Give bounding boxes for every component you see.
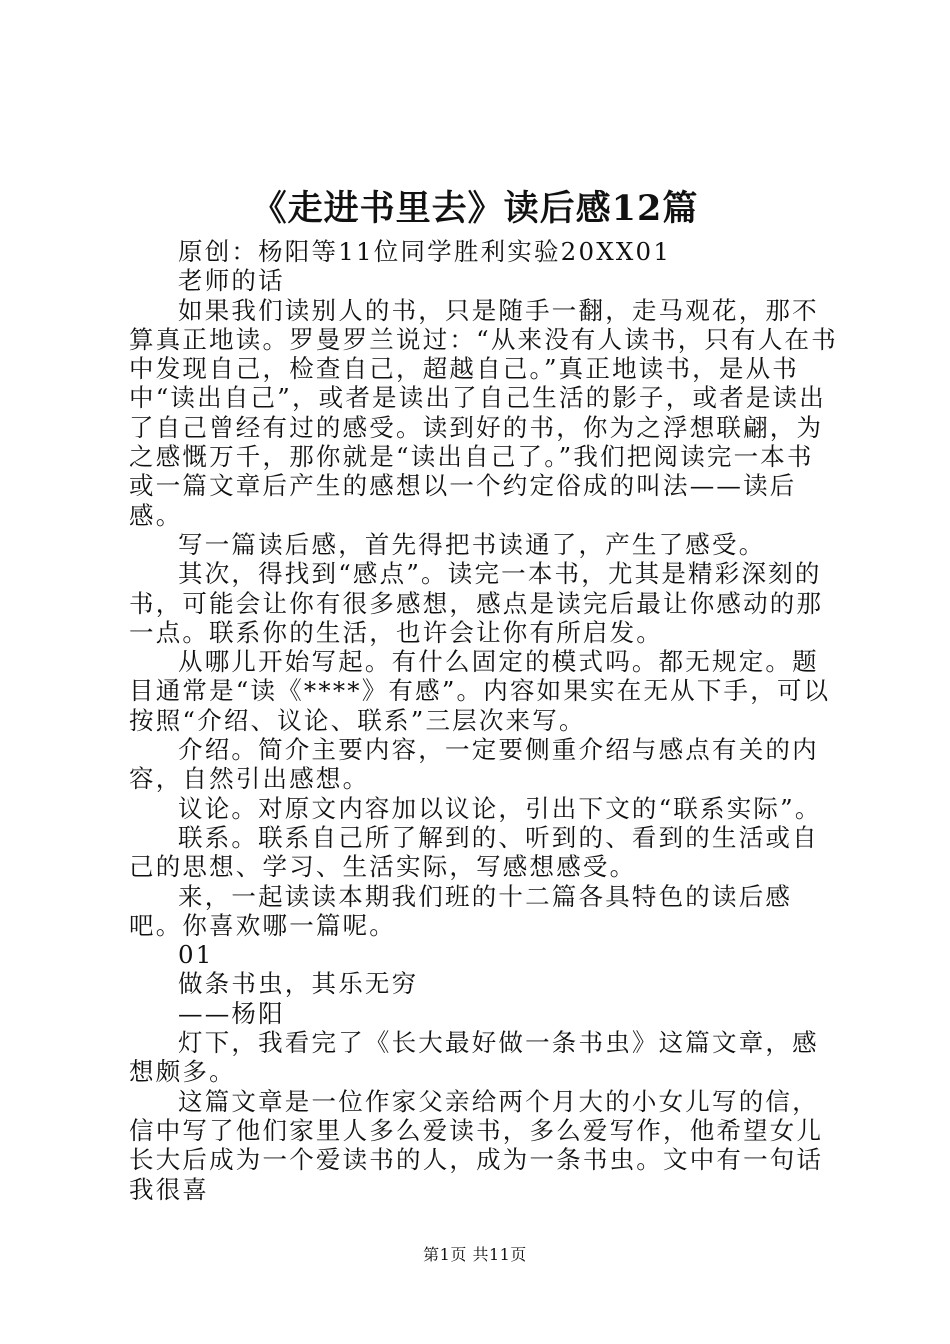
- body-paragraph: 介绍。简介主要内容，一定要侧重介绍与感点有关的内容，自然引出感想。: [129, 735, 819, 794]
- document-body: [129, 237, 839, 1204]
- essay-author: ——杨阳: [178, 998, 285, 1028]
- body-paragraph: 灯下，我看完了《长大最好做一条书虫》这篇文章，感想颇多。: [129, 1028, 819, 1087]
- author-line: 原创：杨阳等11位同学胜利实验20XX01: [178, 237, 672, 266]
- body-paragraph: 从哪儿开始写起。有什么固定的模式吗。都无规定。题目通常是“读《****》有感”。内容如果实在无从下手，可以按照“介绍、议论、联系”三层次来写。: [129, 647, 831, 735]
- page-number: 第1页 共11页: [423, 1245, 527, 1264]
- essay-number: 01: [178, 940, 214, 970]
- body-paragraph: 这篇文章是一位作家父亲给两个月大的小女儿写的信，信中写了他们家里人多么爱读书，多么爱写作，他希望女儿长大后成为一个爱读书的人，成为一条书虫。文中有一句话我很喜: [129, 1086, 824, 1204]
- section-heading: 老师的话: [178, 266, 285, 296]
- essay-title: 做条书虫，其乐无穷: [178, 969, 419, 999]
- document-title: 《走进书里去》读后感12篇: [251, 188, 699, 229]
- body-paragraph: 联系。联系自己所了解到的、听到的、看到的生活或自己的思想、学习、生活实际，写感想感受。: [129, 822, 819, 882]
- body-paragraph: 写一篇读后感，首先得把书读通了，产生了感受。: [178, 529, 766, 559]
- body-paragraph: 其次，得找到“感点”。读完一本书，尤其是精彩深刻的书，可能会让你有很多感想，感点是读完后最让你感动的那一点。联系你的生活，也许会让你有所启发。: [129, 559, 824, 647]
- body-paragraph: 如果我们读别人的书，只是随手一翻，走马观花，那不算真正地读。罗曼罗兰说过：“从来没有人读书，只有人在书中发现自己，检查自己，超越自己。”真正地读书，是从书中“读出自己”，或者是读出了自己生活的影子，或者是读出了自己曾经有过的感受。读到好的书，你为之浮想联翩，为之感慨万千，那你就是“读出自己了。”我们把阅读完一本书或一篇文章后产生的感想以一个约定俗成的叫法——读后感。: [129, 295, 838, 530]
- body-paragraph: 议论。对原文内容加以议论，引出下文的“联系实际”。: [178, 793, 822, 823]
- body-paragraph: 来，一起读读本期我们班的十二篇各具特色的读后感吧。你喜欢哪一篇呢。: [129, 881, 793, 940]
